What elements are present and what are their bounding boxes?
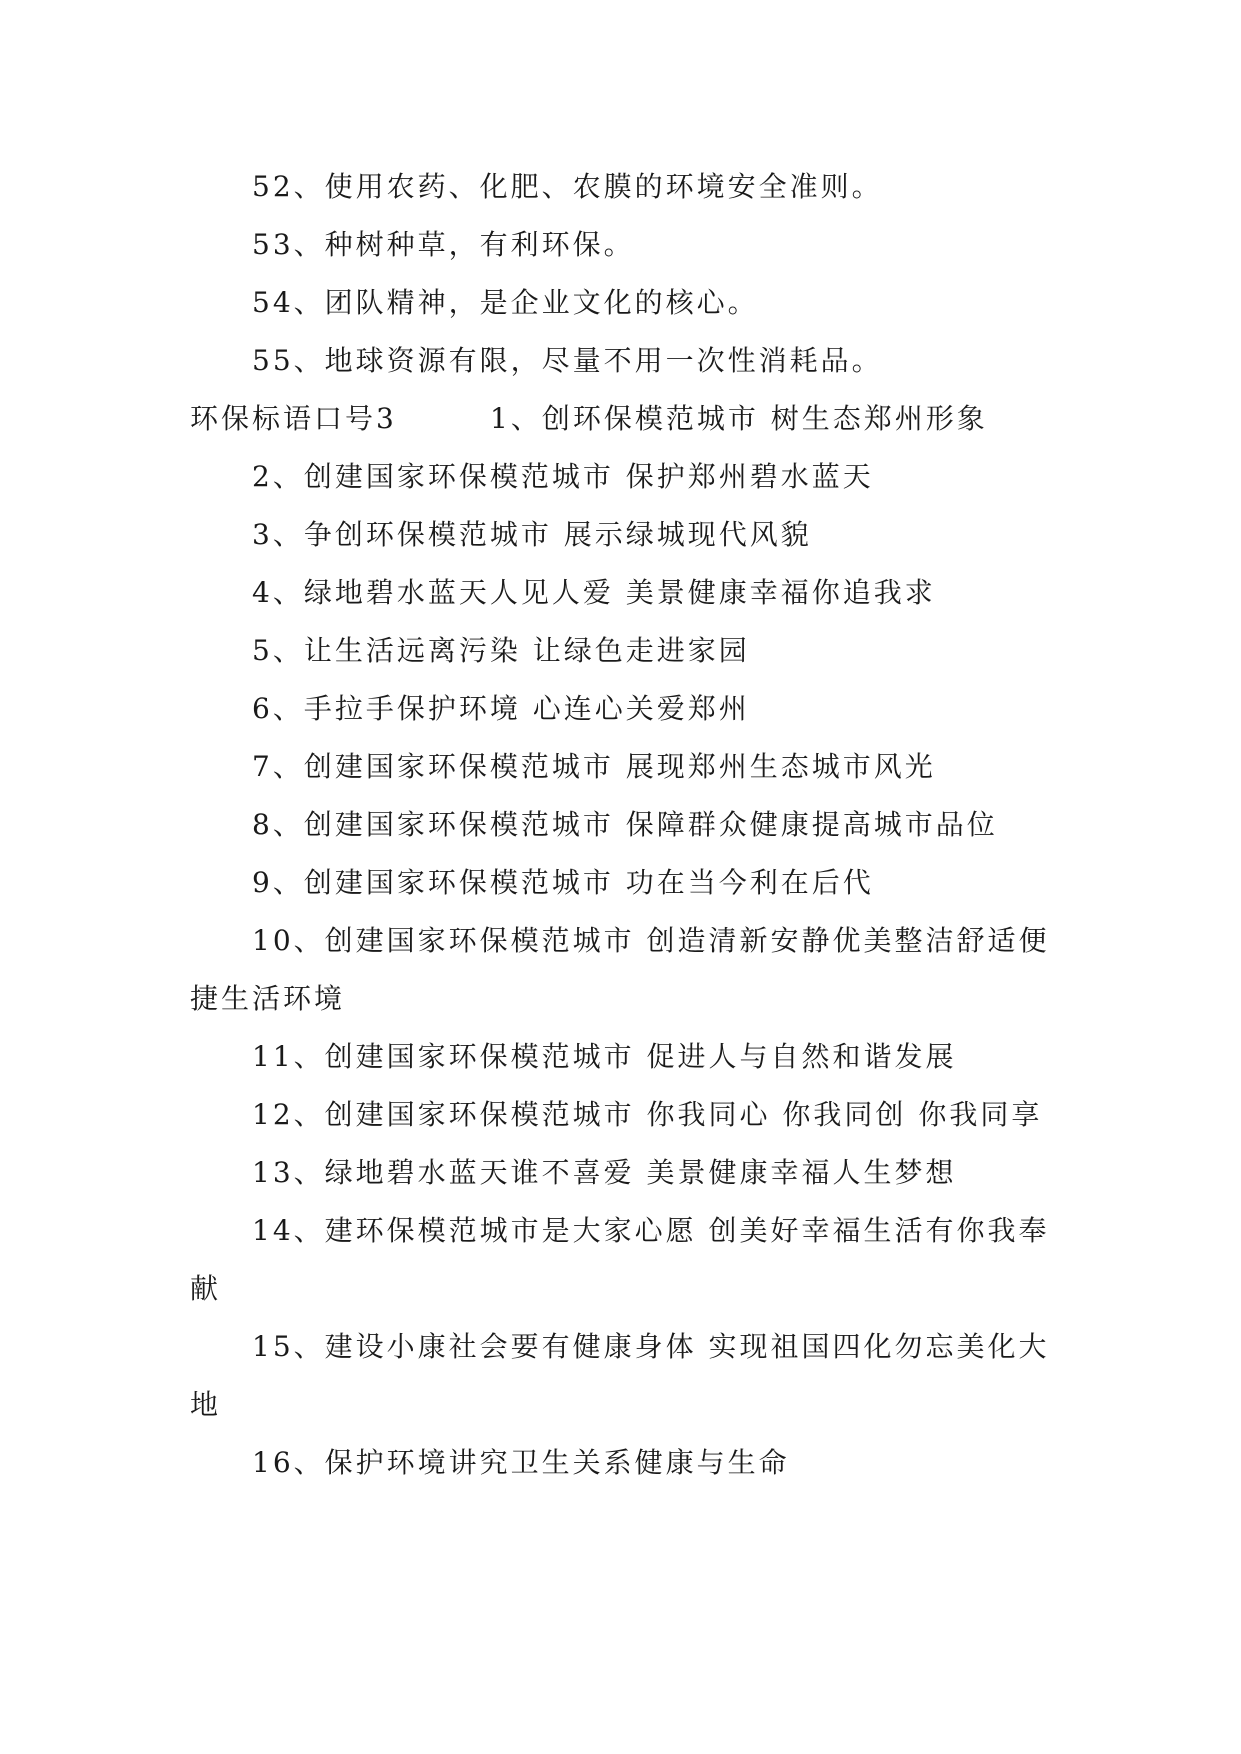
list-item: 1、创环保模范城市 树生态郑州形象 [490, 402, 988, 435]
list-item: 12、创建国家环保模范城市 你我同心 你我同创 你我同享 [252, 1098, 1043, 1131]
list-item: 52、使用农药、化肥、农膜的环境安全准则。 [252, 170, 883, 203]
section-title: 环保标语口号3 [190, 402, 397, 435]
list-item: 6、手拉手保护环境 心连心关爱郑州 [252, 692, 750, 725]
list-item: 14、建环保模范城市是大家心愿 创美好幸福生活有你我奉献 [190, 1214, 1050, 1305]
list-item: 10、创建国家环保模范城市 创造清新安静优美整洁舒适便捷生活环境 [190, 924, 1050, 1015]
list-item: 3、争创环保模范城市 展示绿城现代风貌 [252, 518, 812, 551]
list-item: 54、团队精神，是企业文化的核心。 [252, 286, 759, 319]
list-item: 53、种树种草，有利环保。 [252, 228, 635, 261]
list-item: 4、绿地碧水蓝天人见人爱 美景健康幸福你追我求 [252, 576, 936, 609]
document-body [190, 158, 1052, 1492]
list-item: 11、创建国家环保模范城市 促进人与自然和谐发展 [252, 1040, 957, 1073]
list-item: 15、建设小康社会要有健康身体 实现祖国四化勿忘美化大地 [190, 1330, 1050, 1421]
list-item: 8、创建国家环保模范城市 保障群众健康提高城市品位 [252, 808, 998, 841]
list-item: 2、创建国家环保模范城市 保护郑州碧水蓝天 [252, 460, 874, 493]
list-item: 55、地球资源有限，尽量不用一次性消耗品。 [252, 344, 883, 377]
list-item: 13、绿地碧水蓝天谁不喜爱 美景健康幸福人生梦想 [252, 1156, 957, 1189]
list-item: 5、让生活远离污染 让绿色走进家园 [252, 634, 750, 667]
list-item: 9、创建国家环保模范城市 功在当今利在后代 [252, 866, 874, 899]
list-item: 16、保护环境讲究卫生关系健康与生命 [252, 1446, 790, 1479]
section-heading-line [190, 390, 1052, 448]
list-item: 7、创建国家环保模范城市 展现郑州生态城市风光 [252, 750, 936, 783]
